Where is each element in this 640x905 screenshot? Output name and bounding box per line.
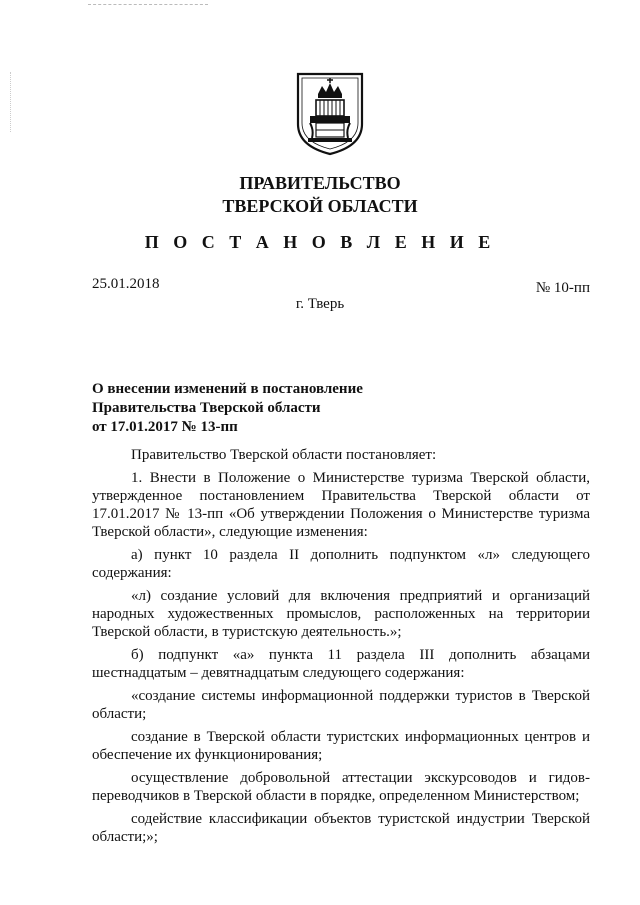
organization-line: ТВЕРСКОЙ ОБЛАСТИ <box>222 196 418 216</box>
body-paragraph: б) подпункт «а» пункта 11 раздела III дополнить абзацами шестнадцатым – девятнадцатым следующего содержания: <box>92 647 590 681</box>
organization-name <box>0 172 640 218</box>
body-paragraph: «л) создание условий для включения предприятий и организаций народных художественных промыслов, расположенных на территории Тверской области, в туристскую деятельность.»; <box>92 588 590 640</box>
document-type: П О С Т А Н О В Л Е Н И Е <box>144 232 496 252</box>
subject-line: Правительства Тверской области <box>92 400 321 416</box>
document-date: 25.01.2018 <box>92 276 160 292</box>
body-paragraph: создание в Тверской области туристских информационных центров и обеспечение их функционирования; <box>92 729 590 763</box>
body-paragraph: а) пункт 10 раздела II дополнить подпунктом «л» следующего содержания: <box>92 547 590 581</box>
scan-artifact <box>10 72 12 132</box>
document-city: г. Тверь <box>295 296 345 312</box>
document-subject <box>92 380 492 437</box>
organization-line: ПРАВИТЕЛЬСТВО <box>239 173 401 193</box>
document-number: № 10-пп <box>535 280 590 296</box>
body-paragraph: «создание системы информационной поддержки туристов в Тверской области; <box>92 688 590 722</box>
body-paragraph: содействие классификации объектов туристской индустрии Тверской области;»; <box>92 811 590 845</box>
body-paragraph: осуществление добровольной аттестации экскурсоводов и гидов-переводчиков в Тверской области в порядке, определенном Министерством; <box>92 770 590 804</box>
scan-artifact <box>88 4 208 6</box>
subject-line: от 17.01.2017 № 13-пп <box>92 419 238 435</box>
body-paragraph: Правительство Тверской области постановляет: <box>131 447 437 463</box>
subject-line: О внесении изменений в постановление <box>92 381 363 397</box>
coat-of-arms-icon <box>296 72 364 156</box>
document-body <box>92 446 590 846</box>
body-paragraph: 1. Внести в Положение о Министерстве туризма Тверской области, утвержденное постановлением Правительства Тверской области от 17.01.2017 № 13-пп «Об утверждении Положения о Министерстве туризма Тверской области», следующие изменения: <box>92 470 590 540</box>
